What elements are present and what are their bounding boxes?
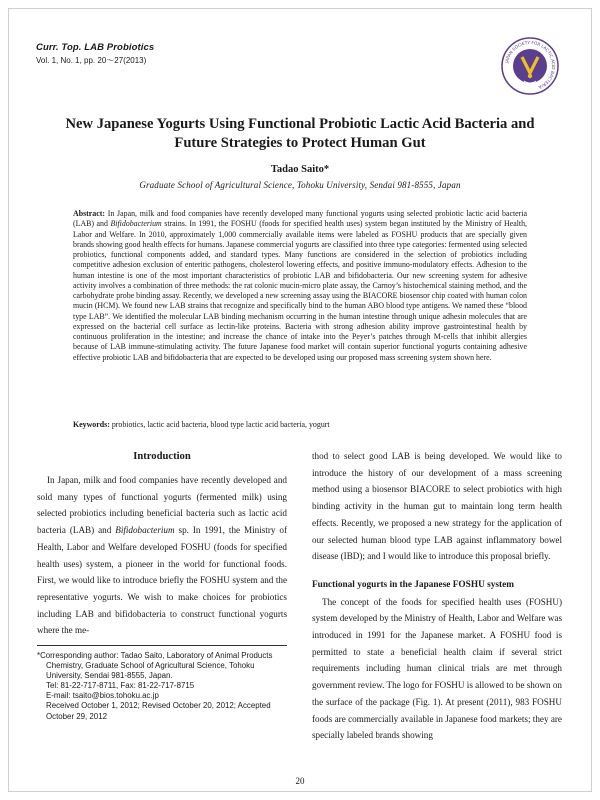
title-line-2: Future Strategies to Protect Human Gut — [174, 135, 426, 151]
intro-paragraph — [37, 472, 287, 639]
subsection-heading-foshu: Functional yogurts in the Japanese FOSHU system — [312, 579, 514, 590]
abstract — [73, 209, 527, 363]
footnote-received-dates: Received October 1, 2012; Revised October 20, 2012; Accepted October 29, 2012 — [46, 701, 271, 721]
svg-text:JAPAN SOCIETY FOR LACTIC ACID: JAPAN SOCIETY FOR LACTIC ACID BACTERIA — [504, 39, 557, 90]
footnote-tel-fax: Tel: 81-22-717-8711, Fax: 81-22-717-8715 — [46, 681, 195, 691]
page-number: 20 — [295, 776, 305, 786]
abstract-italic-term: Bifidobacterium — [110, 219, 162, 229]
intro-text-a: In Japan, milk and food companies have recently developed and sold many types of functional yogurts (fermented milk) using selected probiotics including beneficial bacteria such as lactic acid bacteria (LAB) and — [37, 475, 287, 536]
society-logo-seal — [500, 36, 560, 96]
title-line-1: New Japanese Yogurts Using Functional Probiotic Lactic Acid Bacteria and — [65, 116, 535, 132]
journal-header — [36, 42, 154, 66]
left-column — [37, 448, 287, 639]
keywords — [73, 420, 527, 429]
keywords-label: Keywords: — [73, 420, 110, 429]
journal-volume: Vol. 1, No. 1, pp. 20～27(2013) — [36, 56, 147, 65]
footnote-email: E-mail: tsaito@bios.tohoku.ac.jp — [46, 691, 159, 701]
right-paragraph-1: thod to select good LAB is being developed. We would like to introduce the history of our development of a mass screening method using a biosensor BIACORE to select probiotics with high binding activity in the human gut to maintain long term health effects. Recently, we proposed a new strategy for the application of our selected human blood type LAB against inflammatory bowel disease (IBD); and I would like to introduce this proposal briefly. — [312, 451, 562, 562]
footnote-divider — [37, 645, 287, 646]
right-paragraph-2: The concept of the foods for specified health uses (FOSHU) system developed by the Ministry of Health, Labor and Welfare was introduced in 1991 for the Japanese market. A FOSHU food is permitted to state a beneficial health claim if several strict requirements including human clinical trials are met through government review. The logo for FOSHU is allowed to be shown on the surface of the package (Fig. 1). At present (2011), 983 FOSHU foods are commercially available in Japanese food markets; they are specially labeled brands showing — [312, 596, 562, 741]
article-title — [40, 115, 560, 153]
right-column — [312, 448, 562, 744]
intro-text-b: sp. In 1991, the Ministry of Health, Labor and Welfare developed FOSHU (foods for specified health uses) system, a pioneer in the world for functional foods. First, we would like to introduce briefly the FOSHU system and the representative yogurts. We wish to make choices for probiotics including LAB and bifidobacteria to construct functional yogurts where the me- — [37, 525, 288, 636]
abstract-text-a: In Japan, milk and food companies have recently developed many functional yogurts using selected probiotic lactic acid bacteria (LAB) and — [73, 209, 527, 229]
intro-italic-term: Bifidobacterium — [115, 525, 175, 536]
journal-name: Curr. Top. LAB Probiotics — [36, 42, 155, 53]
author-affiliation: Graduate School of Agricultural Science, Tohoku University, Sendai 981-8555, Japan — [139, 180, 461, 190]
footnote-corresponding-author: *Corresponding author: Tadao Saito, Laboratory of Animal Products Chemistry, Graduate School of Agricultural Science, Tohoku University, Sendai 981-8555, Japan. — [37, 651, 273, 681]
section-heading-introduction: Introduction — [133, 451, 191, 462]
keywords-text: probiotics, lactic acid bacteria, blood type lactic acid bacteria, yogurt — [111, 420, 330, 429]
abstract-label: Abstract: — [73, 209, 105, 218]
author-name: Tadao Saito* — [270, 164, 330, 175]
footnote — [37, 651, 287, 722]
abstract-text-b: strains. In 1991, the FOSHU (foods for specified health uses) system began instituted by the Ministry of Health, Labor and Welfare. In 2010, approximately 1,000 commercially available items were labeled as FOSHU products that are specially given brands showing good health effects for humans. Japanese commercial yogurts are classified into three type categories: fermented using selected probiotics, functional components added, and standard types. Many functions are considered in the selection of probiotics including competitive adhesion exclusion of enteritic pathogens, cholesterol lowering effects, and positive immuno-modulatory effects. Adhesion to the human intestine is one of the most important characteristics of probiotic LAB and bifidobacteria. Our new screening system for adhesive activity involves a combination of three methods: the rat colonic mucin-micro plate assay, the Carnoy’s histochemical staining method, and the carbohydrate probe binding assay. Recently, we developed a new screening assay using the BIACORE biosensor chip coated with human colon mucin (HCM). We found new LAB strains that recognize and specifically bind to the human ABO blood type antigens. We named these “blood type LAB”. We identified the molecular LAB binding mechanism occurring in the human intestine through unique adhesin molecules that are expressed on the bacterial cell surface as lectin-like proteins. Bacteria with strong adhesion ability improve gastrointestinal health by continuous proliferation in the intestine; and increase the chance of intake into the Peyer’s patches through M-cells that inhibit allergies because of LAB immune-stimulating activity. The future Japanese food market will contain superior functional yogurts containing adhesive effective probiotic LAB and bifidobacteria that are expected to be developed using our proposed mass screening system shown here. — [73, 219, 528, 362]
